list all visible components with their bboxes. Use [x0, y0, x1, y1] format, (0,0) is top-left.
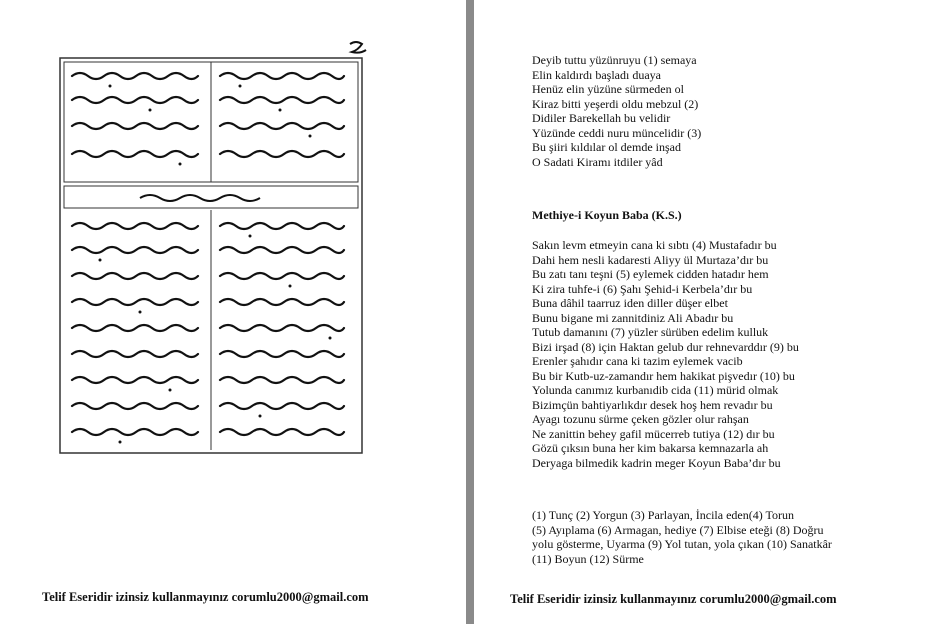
- poem-heading: Methiye-i Koyun Baba (K.S.): [532, 208, 682, 222]
- poem-line: Bizimçün bahtiyarlıkdır desek hoş hem revadır bu: [532, 397, 773, 412]
- poem-stanza-1: [532, 53, 701, 169]
- poem-line: Yolunda canımız kurbanıdib cida (11) mürid olmak: [532, 383, 779, 397]
- poem-line: Bizi irşad (8) için Haktan gelub dur rehnevarddır (9) bu: [532, 339, 799, 354]
- footer-copyright-right: Telif Eseridir izinsiz kullanmayınız corumlu2000@gmail.com: [510, 592, 837, 606]
- footer-copyright-left: Telif Eseridir izinsiz kullanmayınız corumlu2000@gmail.com: [42, 590, 369, 604]
- poem-line: Erenler şahıdır cana ki tazim eylemek vacib: [532, 354, 743, 368]
- poem-line: Didiler Barekellah bu velidir: [532, 111, 671, 125]
- poem-line: Henüz elin yüzüne sürmeden ol: [532, 82, 684, 96]
- poem-line: Yüzünde ceddi nuru müncelidir (3): [532, 125, 702, 140]
- poem-methiye: [532, 238, 799, 470]
- poem-line: Bunu bigane mi zannitdiniz Ali Abadır bu: [532, 310, 734, 325]
- note-line: (5) Ayıplama (6) Armagan, hediye (7) Elbise eteği (8) Doğru: [532, 522, 824, 537]
- page-divider: [466, 0, 474, 624]
- poem-line: O Sadati Kiramı itdiler yâd: [532, 154, 663, 169]
- poem-line: Gözü çıksın buna her kim bakarsa kemnazarla ah: [532, 441, 769, 455]
- poem-line: Sakın levm etmeyin cana ki sıbtı (4) Mustafadır bu: [532, 238, 777, 252]
- poem-line: Buna dâhil taarruz iden diller düşer elbet: [532, 296, 728, 310]
- poem-line: Ayagı tozunu sürme çeken gözler olur rahşan: [532, 412, 749, 426]
- note-line: yolu gösterme, Uyarma (9) Yol tutan, yola çıkan (10) Sanatkâr: [532, 537, 832, 551]
- poem-line: Bu bir Kutb-uz-zamandır hem hakikat pişvedır (10) bu: [532, 368, 795, 383]
- glossary-notes: [532, 508, 832, 566]
- poem-line: Ne zanittin behey gafil mücerreb tutiya (12) dır bu: [532, 426, 775, 441]
- poem-line: Bu şiiri kıldılar ol demde inşad: [532, 140, 681, 154]
- manuscript-scan-image: [50, 38, 375, 486]
- poem-line: Kiraz bitti yeşerdi oldu mebzul (2): [532, 96, 699, 111]
- poem-line: Ki zira tuhfe-i (6) Şahı Şehid-i Kerbela’dır bu: [532, 281, 753, 296]
- poem-line: Bu zatı tanı teşni (5) eylemek cidden hatadır hem: [532, 267, 769, 281]
- poem-line: Dahi hem nesli kadaresti Aliyy ül Murtaza’dır bu: [532, 252, 769, 267]
- note-line: (11) Boyun (12) Sürme: [532, 551, 644, 566]
- poem-line: Deryaga bilmedik kadrin meger Koyun Baba’dır bu: [532, 455, 781, 470]
- poem-line: Tutub damanını (7) yüzler sürüben edelim kulluk: [532, 325, 769, 339]
- right-page: [474, 0, 932, 624]
- poem-line: Elin kaldırdı başladı duaya: [532, 67, 661, 82]
- note-line: (1) Tunç (2) Yorgun (3) Parlayan, İncila eden(4) Torun: [532, 508, 795, 522]
- poem-line: Deyib tuttu yüzünruyu (1) semaya: [532, 53, 697, 67]
